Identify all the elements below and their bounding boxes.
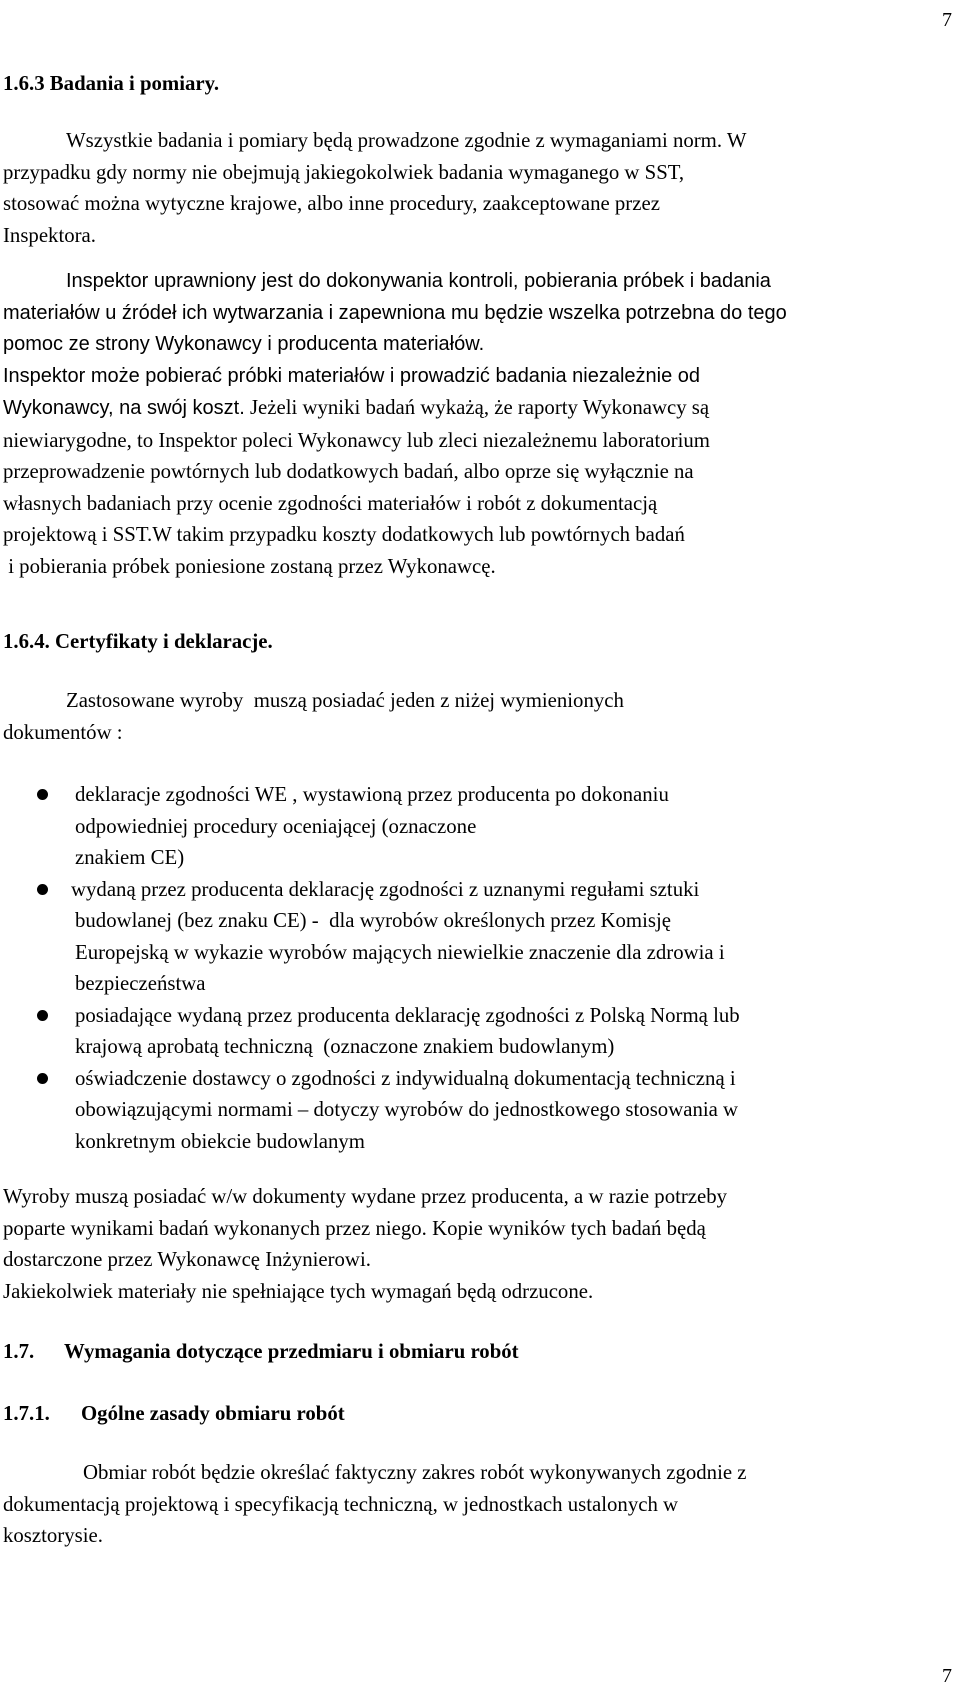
text-line: dokumentacją projektową i specyfikacją techniczną, w jednostkach ustalonych w — [3, 1492, 679, 1516]
text-line: dostarczone przez Wykonawcę Inżynierowi. — [3, 1248, 371, 1271]
text-line: krajową aprobatą techniczną (oznaczone znakiem budowlanym) — [75, 1035, 615, 1058]
list-item — [3, 874, 938, 1000]
section-number: 1.7.1. — [3, 1402, 50, 1425]
text-line: i pobierania próbek poniesione zostaną przez Wykonawcę. — [3, 554, 496, 578]
paragraph-inspektor — [3, 266, 938, 392]
text-line: znakiem CE) — [75, 846, 185, 869]
section-number: 1.7. — [3, 1340, 35, 1363]
text-line: Obmiar robót będzie określać faktyczny zakres robót wykonywanych zgodnie z — [83, 1461, 747, 1484]
paragraph-intro — [3, 685, 938, 748]
page-number-top: 7 — [942, 9, 952, 31]
text-line: Inspektora. — [3, 223, 96, 247]
text-run-serif: Jeżeli wyniki badań wykażą, że raporty Wykonawcy są — [244, 396, 710, 419]
text-line: Jakiekolwiek materiały nie spełniające tych wymagań będą odrzucone. — [3, 1279, 594, 1303]
text-line: dokumentów : — [3, 720, 123, 744]
text-line: Wszystkie badania i pomiary będą prowadzone zgodnie z wymaganiami norm. W — [66, 129, 747, 152]
section-title: Wymagania dotyczące przedmiaru i obmiaru robót — [64, 1340, 519, 1363]
text-line: konkretnym obiekcie budowlanym — [75, 1129, 365, 1153]
text-run-sans: Wykonawcy, na swój koszt. — [3, 397, 245, 419]
bullet-icon — [37, 1073, 48, 1084]
text-line: Inspektor uprawniony jest do dokonywania kontroli, pobierania próbek i badania — [66, 270, 771, 292]
text-line: własnych badaniach przy ocenie zgodności materiałów i robót z dokumentacją — [3, 491, 658, 515]
paragraph-obmiar — [3, 1457, 938, 1552]
text-line: Inspektor może pobierać próbki materiałów i prowadzić badania niezależnie od — [3, 364, 701, 387]
text-line: bezpieczeństwa — [75, 972, 206, 995]
paragraph-wyniki — [3, 392, 938, 582]
document-list — [3, 779, 938, 1157]
text-line: materiałów u źródeł ich wytwarzania i zapewniona mu będzie wszelka potrzebna do tego — [3, 301, 787, 324]
text-line: stosować można wytyczne krajowe, albo inne procedury, zaakceptowane przez — [3, 192, 660, 215]
text-line: projektową i SST.W takim przypadku koszty dodatkowych lub powtórnych badań — [3, 523, 685, 546]
bullet-icon — [37, 884, 48, 895]
section-heading-1-7-1 — [3, 1398, 345, 1430]
text-line: wydaną przez producenta deklarację zgodności z uznanymi regułami sztuki — [71, 877, 700, 901]
bullet-icon — [37, 1010, 48, 1021]
text-line: budowlanej (bez znaku CE) - dla wyrobów określonych przez Komisję — [75, 909, 671, 932]
text-line: posiadające wydaną przez producenta deklarację zgodności z Polską Normą lub — [75, 1003, 740, 1027]
list-item — [3, 779, 938, 874]
text-line — [3, 392, 938, 425]
section-heading-1-7 — [3, 1336, 519, 1368]
list-item — [3, 1063, 938, 1158]
text-line: pomoc ze strony Wykonawcy i producenta materiałów. — [3, 333, 485, 355]
text-line: poparte wynikami badań wykonanych przez niego. Kopie wyników tych badań będą — [3, 1216, 706, 1240]
text-line: Zastosowane wyroby muszą posiadać jeden z niżej wymienionych — [66, 689, 624, 712]
paragraph-wyroby — [3, 1181, 938, 1307]
text-line: deklaracje zgodności WE , wystawioną przez producenta po dokonaniu — [75, 783, 669, 806]
text-line: obowiązującymi normami – dotyczy wyrobów do jednostkowego stosowania w — [75, 1098, 739, 1121]
section-title: Ogólne zasady obmiaru robót — [81, 1402, 345, 1425]
text-line: Europejską w wykazie wyrobów mających niewielkie znaczenie dla zdrowia i — [75, 940, 725, 964]
text-line: przeprowadzenie powtórnych lub dodatkowych badań, albo oprze się wyłącznie na — [3, 460, 694, 483]
page-number-bottom: 7 — [942, 1665, 952, 1687]
section-heading-1-6-4: 1.6.4. Certyfikaty i deklaracje. — [3, 630, 273, 653]
text-line: odpowiedniej procedury oceniającej (oznaczone — [75, 814, 477, 838]
bullet-icon — [37, 789, 48, 800]
text-line: Wyroby muszą posiadać w/w dokumenty wydane przez producenta, a w razie potrzeby — [3, 1185, 728, 1208]
text-line: przypadku gdy normy nie obejmują jakiegokolwiek badania wymaganego w SST, — [3, 160, 685, 184]
text-line: niewiarygodne, to Inspektor poleci Wykonawcy lub zleci niezależnemu laboratorium — [3, 428, 710, 452]
list-item — [3, 1000, 938, 1063]
text-line: oświadczenie dostawcy o zgodności z indywidualną dokumentacją techniczną i — [75, 1066, 736, 1090]
text-line: kosztorysie. — [3, 1524, 103, 1547]
section-heading-1-6-3: 1.6.3 Badania i pomiary. — [3, 72, 220, 95]
paragraph-badania — [3, 125, 938, 251]
